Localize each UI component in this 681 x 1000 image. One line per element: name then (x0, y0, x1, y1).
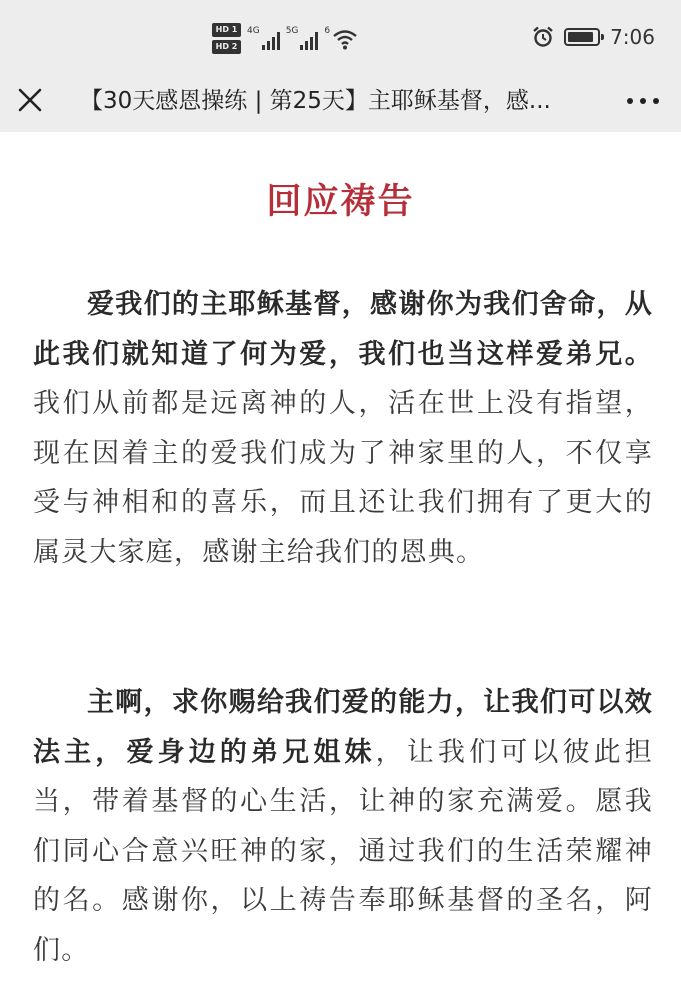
net1-label: 4G (247, 26, 260, 36)
section-heading: 回应祷告 (266, 182, 415, 222)
prayer-paragraph-2 (33, 678, 653, 975)
status-bar (0, 0, 681, 70)
signal-bars-icon (300, 30, 318, 50)
wifi-indicator (324, 26, 358, 50)
signal-5g (286, 26, 319, 50)
clock-time: 7:06 (610, 25, 655, 49)
hd2-badge: HD 2 (212, 40, 241, 54)
close-icon[interactable] (14, 84, 46, 116)
page-title: 【30天感恩操练 | 第25天】主耶稣基督，感... (80, 88, 551, 114)
signal-4g (247, 26, 280, 50)
paragraph-1-bold: 爱我们的主耶稣基督，感谢你为我们舍命，从此我们就知道了何为爱，我们也当这样爱弟兄。 (33, 289, 653, 370)
paragraph-2-bold: 主啊，求你赐给我们爱的能力，让我们可以效法主，爱身边的弟兄姐妹 (33, 687, 653, 768)
alarm-icon (532, 26, 554, 48)
signal-bars-icon (262, 30, 280, 50)
status-right (532, 22, 655, 52)
signal-indicators (212, 18, 358, 58)
more-options-icon[interactable] (627, 88, 659, 114)
battery-fill (568, 32, 593, 42)
wifi-icon (332, 28, 358, 50)
hd-badges (212, 23, 241, 54)
article-body (0, 132, 681, 1000)
wifi-label: 6 (324, 26, 331, 36)
net2-label: 5G (285, 26, 299, 36)
prayer-paragraph-1 (33, 280, 653, 577)
paragraph-2-text: ，让我们可以彼此担当，带着基督的心生活，让神的家充满爱。愿我们同心合意兴旺神的家，通过我们的生活荣耀神的名。感谢你，以上祷告奉耶稣基督的圣名，阿们。 (33, 736, 653, 966)
hd1-badge: HD 1 (212, 23, 241, 37)
nav-bar (0, 70, 681, 132)
paragraph-1-text: 我们从前都是远离神的人，活在世上没有指望，现在因着主的爱我们成为了神家里的人，不仅享受与神相和的喜乐，而且还让我们拥有了更大的属灵大家庭，感谢主给我们的恩典。 (33, 388, 653, 568)
battery-icon (564, 28, 600, 46)
